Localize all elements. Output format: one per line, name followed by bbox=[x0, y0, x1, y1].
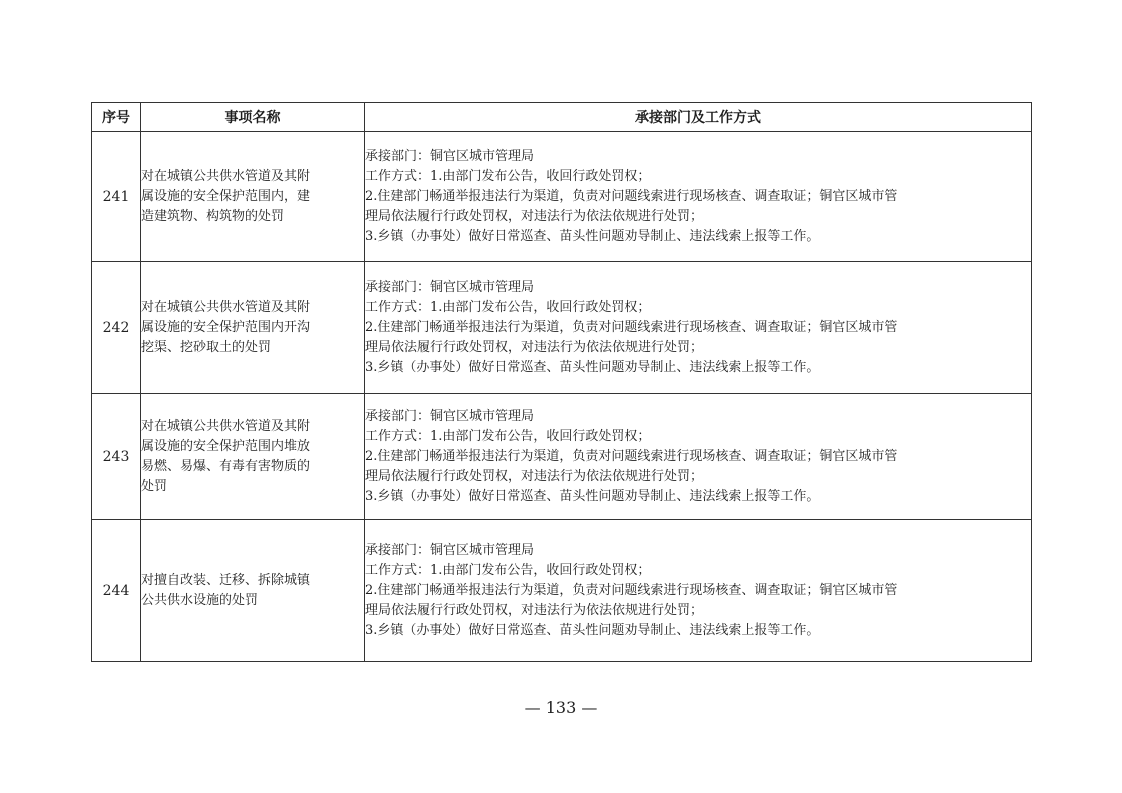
method-line: 承接部门：铜官区城市管理局 bbox=[365, 542, 535, 558]
method-line: 2.住建部门畅通举报违法行为渠道，负责对问题线索进行现场核查、调查取证；铜官区城市管 bbox=[365, 188, 898, 204]
method-line: 承接部门：铜官区城市管理局 bbox=[365, 279, 535, 295]
method-line: 2.住建部门畅通举报违法行为渠道，负责对问题线索进行现场核查、调查取证；铜官区城市管 bbox=[365, 319, 898, 335]
header-seq: 序号 bbox=[92, 103, 141, 132]
page-number: — 133 — bbox=[524, 698, 598, 717]
item-line: 对在城镇公共供水管道及其附 bbox=[141, 168, 311, 184]
row-item-name bbox=[141, 132, 365, 262]
method-line: 理局依法履行行政处罚权，对违法行为依法依规进行处罚； bbox=[365, 468, 704, 484]
row-department-method bbox=[365, 520, 1032, 662]
row-department-method bbox=[365, 132, 1032, 262]
method-line: 理局依法履行行政处罚权，对违法行为依法依规进行处罚； bbox=[365, 208, 704, 224]
item-line: 对在城镇公共供水管道及其附 bbox=[141, 418, 311, 434]
method-line: 2.住建部门畅通举报违法行为渠道，负责对问题线索进行现场核查、调查取证；铜官区城市管 bbox=[365, 582, 898, 598]
item-line: 造建筑物、构筑物的处罚 bbox=[141, 208, 285, 224]
method-line: 3.乡镇（办事处）做好日常巡查、苗头性问题劝导制止、违法线索上报等工作。 bbox=[365, 488, 820, 504]
method-line: 承接部门：铜官区城市管理局 bbox=[365, 408, 535, 424]
row-seq: 243 bbox=[92, 394, 141, 520]
method-line: 工作方式：1.由部门发布公告，收回行政处罚权； bbox=[365, 168, 651, 184]
method-line: 3.乡镇（办事处）做好日常巡查、苗头性问题劝导制止、违法线索上报等工作。 bbox=[365, 622, 820, 638]
method-line: 理局依法履行行政处罚权，对违法行为依法依规进行处罚； bbox=[365, 602, 704, 618]
item-line: 对在城镇公共供水管道及其附 bbox=[141, 299, 311, 315]
item-line: 处罚 bbox=[141, 478, 168, 494]
method-line: 2.住建部门畅通举报违法行为渠道，负责对问题线索进行现场核查、调查取证；铜官区城市管 bbox=[365, 448, 898, 464]
row-item-name bbox=[141, 394, 365, 520]
item-line: 对擅自改装、迁移、拆除城镇 bbox=[141, 572, 311, 588]
method-line: 承接部门：铜官区城市管理局 bbox=[365, 148, 535, 164]
table-row bbox=[92, 132, 1032, 262]
header-item-name: 事项名称 bbox=[141, 103, 365, 132]
table-row bbox=[92, 394, 1032, 520]
method-line: 理局依法履行行政处罚权，对违法行为依法依规进行处罚； bbox=[365, 339, 704, 355]
table-row bbox=[92, 262, 1032, 394]
row-department-method bbox=[365, 394, 1032, 520]
matters-table bbox=[91, 102, 1032, 662]
method-line: 3.乡镇（办事处）做好日常巡查、苗头性问题劝导制止、违法线索上报等工作。 bbox=[365, 359, 820, 375]
row-item-name bbox=[141, 262, 365, 394]
method-line: 工作方式：1.由部门发布公告，收回行政处罚权； bbox=[365, 428, 651, 444]
row-seq: 244 bbox=[92, 520, 141, 662]
row-seq: 241 bbox=[92, 132, 141, 262]
table-header-row bbox=[92, 103, 1032, 132]
item-line: 属设施的安全保护范围内开沟 bbox=[141, 319, 311, 335]
method-line: 工作方式：1.由部门发布公告，收回行政处罚权； bbox=[365, 299, 651, 315]
row-seq: 242 bbox=[92, 262, 141, 394]
item-line: 挖渠、挖砂取土的处罚 bbox=[141, 339, 272, 355]
header-department-method: 承接部门及工作方式 bbox=[365, 103, 1032, 132]
item-line: 属设施的安全保护范围内，建 bbox=[141, 188, 311, 204]
table-row bbox=[92, 520, 1032, 662]
item-line: 属设施的安全保护范围内堆放 bbox=[141, 438, 311, 454]
method-line: 3.乡镇（办事处）做好日常巡查、苗头性问题劝导制止、违法线索上报等工作。 bbox=[365, 228, 820, 244]
item-line: 易燃、易爆、有毒有害物质的 bbox=[141, 458, 311, 474]
method-line: 工作方式：1.由部门发布公告，收回行政处罚权； bbox=[365, 562, 651, 578]
row-department-method bbox=[365, 262, 1032, 394]
item-line: 公共供水设施的处罚 bbox=[141, 592, 259, 608]
row-item-name bbox=[141, 520, 365, 662]
